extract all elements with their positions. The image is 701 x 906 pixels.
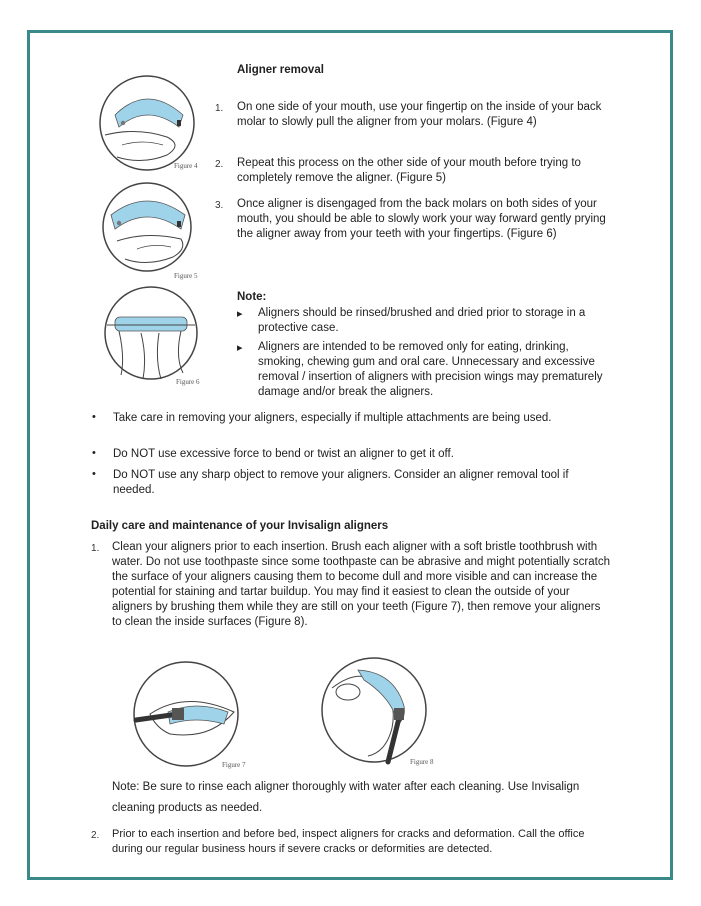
note-item-1: Aligners should be rinsed/brushed and dried prior to storage in a protective case.	[258, 307, 586, 334]
removal-step-1-text: On one side of your mouth, use your fingertip on the inside of your back molar to slowly pull the aligner from your molars. (Figure 4)	[237, 101, 602, 128]
removal-step-2-number: 2.	[215, 159, 224, 170]
care-step-1-text: Clean your aligners prior to each insertion. Brush each aligner with a soft bristle toothbrush with water. Do not use toothpaste since some toothpaste can be abrasive and might potentially scratch the surface of your aligners causing them to become dull and more visible and can increase the potential for staining and tartar buildup. You may find it easiest to clean the outside of your aligners by brushing them while they are still on your teeth (Figure 7), then remove your aligners to clean the inside surfaces (Figure 8).	[112, 541, 610, 628]
aligner-removal-heading: Aligner removal	[237, 64, 324, 76]
caution-item-1: Take care in removing your aligners, especially if multiple attachments are being used.	[113, 412, 552, 424]
daily-care-heading: Daily care and maintenance of your Invisalign aligners	[91, 520, 389, 532]
figure-6-illustration	[99, 287, 207, 383]
note-heading: Note:	[237, 291, 267, 303]
figure-7-caption: Figure 7	[222, 761, 246, 769]
caution-bullet-3-marker: •	[92, 468, 96, 480]
note-item-2: Aligners are intended to be removed only for eating, drinking, smoking, chewing gum and oral care. Unnecessary and excessive removal / insertion of aligners with precision wings may prematurely damage and/or break the aligners.	[258, 341, 603, 398]
removal-step-2-text: Repeat this process on the other side of your mouth before trying to completely remove the aligner. (Figure 5)	[237, 157, 581, 184]
removal-step-3-number: 3.	[215, 200, 224, 211]
figure-8-illustration	[318, 658, 430, 766]
figure-7-illustration	[130, 662, 242, 770]
care-step-1-number: 1.	[91, 543, 100, 554]
figure-4-caption: Figure 4	[174, 162, 198, 170]
caution-bullet-1-marker: •	[92, 411, 96, 423]
note-bullet-1-marker: ▸	[237, 308, 243, 320]
note-bullet-2-marker: ▸	[237, 342, 243, 354]
care-step-2-text: Prior to each insertion and before bed, inspect aligners for cracks and deformation. Call the office during our regular business hours if severe cracks or deformities are detected.	[112, 828, 585, 855]
removal-step-1-number: 1.	[215, 103, 224, 114]
figure-4-illustration	[97, 75, 199, 175]
figure-6-caption: Figure 6	[176, 378, 200, 386]
figure-5-illustration	[97, 183, 199, 275]
care-note: Note: Be sure to rinse each aligner thoroughly with water after each cleaning. Use Invisalign cleaning products as needed.	[112, 781, 580, 814]
caution-item-2: Do NOT use excessive force to bend or twist an aligner to get it off.	[113, 448, 454, 460]
removal-step-3-text: Once aligner is disengaged from the back molars on both sides of your mouth, you should be able to slowly work your way forward gently prying the aligner away from your teeth with your fingertips. (Figure 6)	[237, 198, 606, 240]
caution-item-3: Do NOT use any sharp object to remove your aligners. Consider an aligner removal tool if needed.	[113, 469, 569, 496]
care-step-2-number: 2.	[91, 830, 100, 841]
figure-8-caption: Figure 8	[410, 758, 434, 766]
caution-bullet-2-marker: •	[92, 447, 96, 459]
figure-5-caption: Figure 5	[174, 272, 198, 280]
